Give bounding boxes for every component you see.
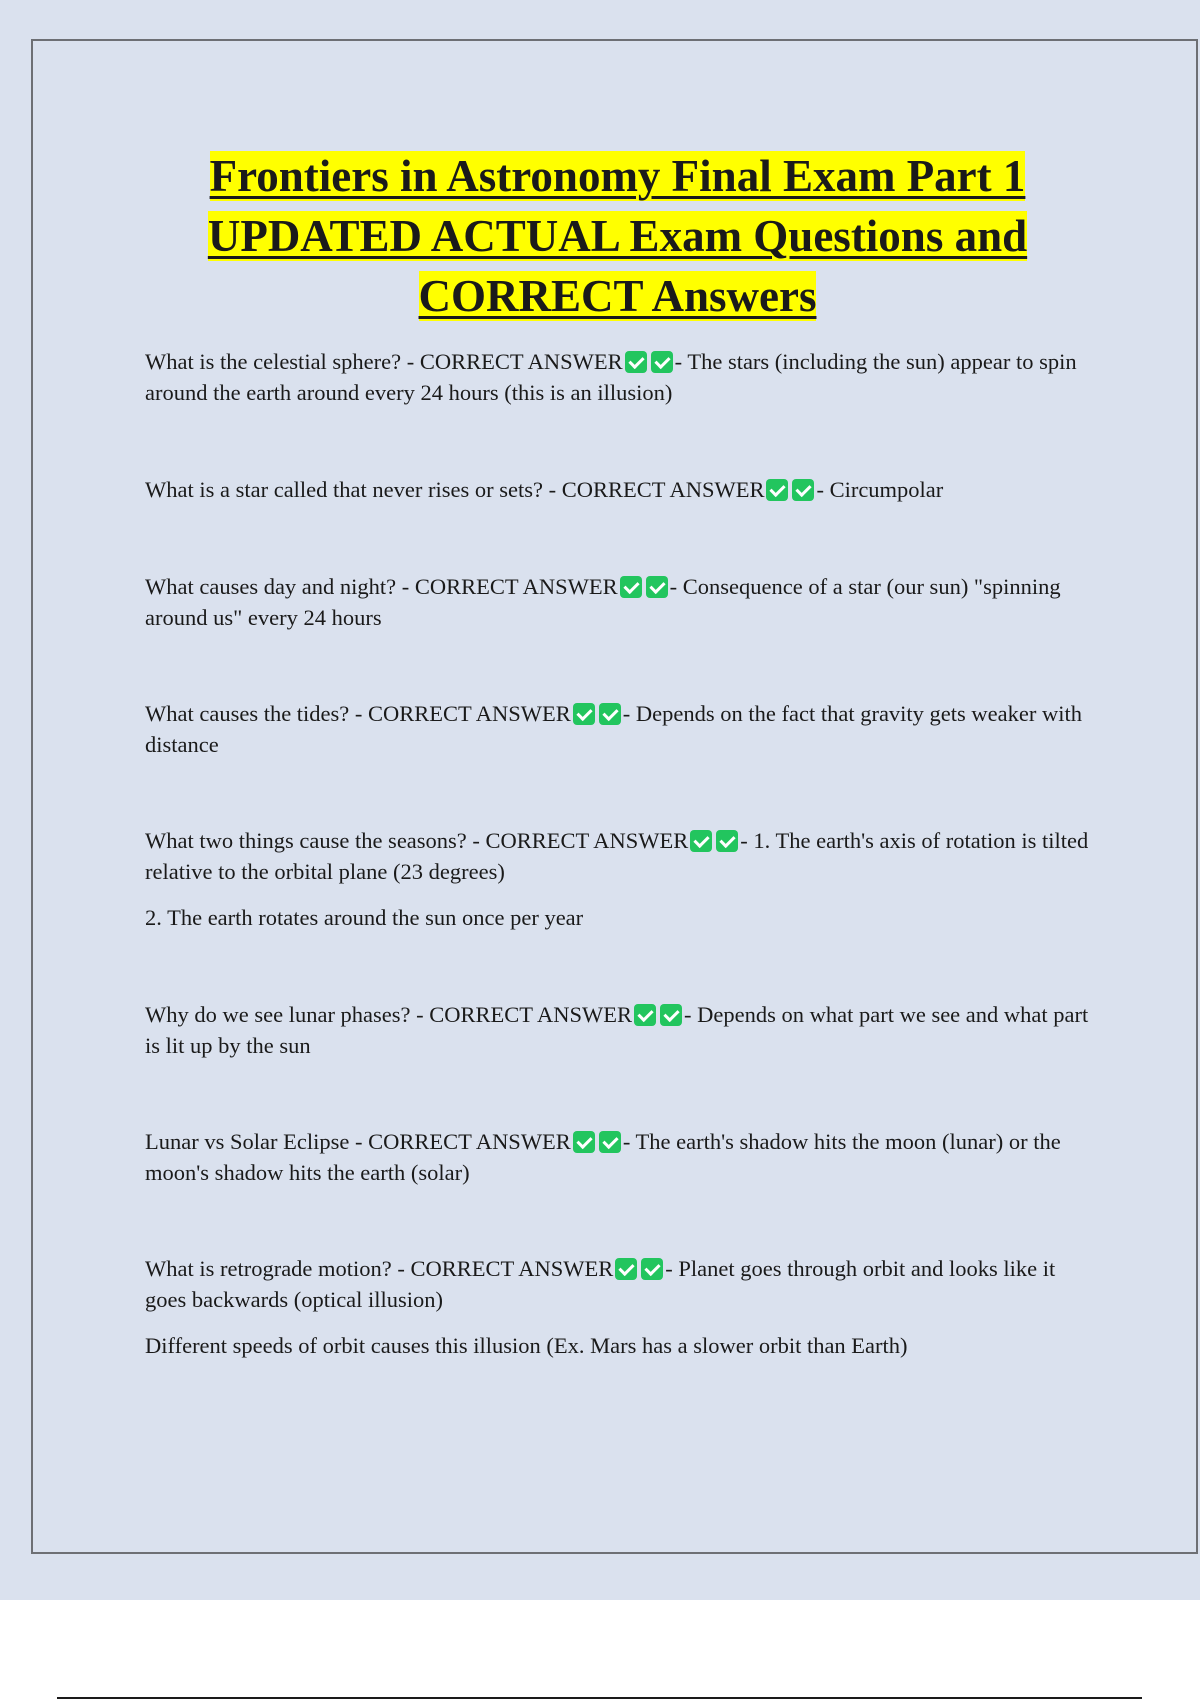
qa-question-line (145, 474, 1095, 505)
correct-answer-label: - CORRECT ANSWER (472, 828, 689, 853)
qa-question-line (145, 571, 1095, 633)
check-icon (620, 576, 642, 598)
correct-answer-label: - CORRECT ANSWER (548, 477, 765, 502)
answer-text: - 1. The earth's axis of rotation is tilted relative to the orbital plane (23 degrees) (145, 828, 1089, 884)
title-line-2: UPDATED ACTUAL Exam Questions and (207, 211, 1028, 261)
check-icon (792, 479, 814, 501)
check-icon (651, 351, 673, 373)
check-icon (599, 1131, 621, 1153)
check-icon (766, 479, 788, 501)
question-text: Lunar vs Solar Eclipse (145, 1129, 350, 1154)
document-title (60, 146, 1175, 326)
qa-item (145, 474, 1095, 505)
check-icon (625, 351, 647, 373)
answer-text: - Depends on the fact that gravity gets weaker with distance (145, 701, 1082, 757)
check-icon (615, 1258, 637, 1280)
question-text: What causes the tides? (145, 701, 350, 726)
question-text: What two things cause the seasons? (145, 828, 467, 853)
check-icon (716, 830, 738, 852)
correct-answer-label: - CORRECT ANSWER (401, 574, 618, 599)
check-icon (660, 1004, 682, 1026)
answer-text: - Planet goes through orbit and looks like it goes backwards (optical illusion) (145, 1256, 1056, 1312)
title-line-3: CORRECT Answers (418, 271, 817, 321)
check-icon (634, 1004, 656, 1026)
qa-item (145, 346, 1095, 408)
correct-answer-label: - CORRECT ANSWER (416, 1002, 633, 1027)
answer-text: - The earth's shadow hits the moon (lunar) or the moon's shadow hits the earth (solar) (145, 1129, 1061, 1185)
qa-item (145, 698, 1095, 760)
answer-text: - Depends on what part we see and what part is lit up by the sun (145, 1002, 1089, 1058)
qa-item (145, 825, 1095, 933)
answer-continuation: Different speeds of orbit causes this illusion (Ex. Mars has a slower orbit than Earth) (145, 1333, 908, 1358)
correct-answer-label: - CORRECT ANSWER (397, 1256, 614, 1281)
qa-item (145, 1126, 1095, 1188)
qa-question-line (145, 999, 1095, 1061)
qa-item (145, 999, 1095, 1061)
qa-item (145, 571, 1095, 633)
question-text: What causes day and night? (145, 574, 397, 599)
check-icon (573, 1131, 595, 1153)
qa-question-line (145, 698, 1095, 760)
footer-rule (57, 1697, 1142, 1699)
answer-text: - Consequence of a star (our sun) "spinning around us" every 24 hours (145, 574, 1061, 630)
question-text: What is a star called that never rises or sets? (145, 477, 543, 502)
question-text: What is retrograde motion? (145, 1256, 392, 1281)
answer-text: - Circumpolar (816, 477, 944, 502)
answer-text: - The stars (including the sun) appear to spin around the earth around every 24 hours (this is an illusion) (145, 349, 1077, 405)
qa-question-line (145, 1126, 1095, 1188)
qa-question-line (145, 346, 1095, 408)
correct-answer-label: - CORRECT ANSWER (406, 349, 623, 374)
check-icon (599, 703, 621, 725)
question-text: What is the celestial sphere? (145, 349, 402, 374)
qa-question-line (145, 1253, 1095, 1315)
qa-item (145, 1253, 1095, 1361)
title-line-1: Frontiers in Astronomy Final Exam Part 1 (209, 151, 1026, 201)
check-icon (641, 1258, 663, 1280)
check-icon (646, 576, 668, 598)
question-text: Why do we see lunar phases? (145, 1002, 411, 1027)
check-icon (690, 830, 712, 852)
check-icon (573, 703, 595, 725)
correct-answer-label: - CORRECT ANSWER (354, 1129, 571, 1154)
correct-answer-label: - CORRECT ANSWER (354, 701, 571, 726)
answer-continuation: 2. The earth rotates around the sun once per year (145, 905, 584, 930)
qa-question-line (145, 825, 1095, 887)
